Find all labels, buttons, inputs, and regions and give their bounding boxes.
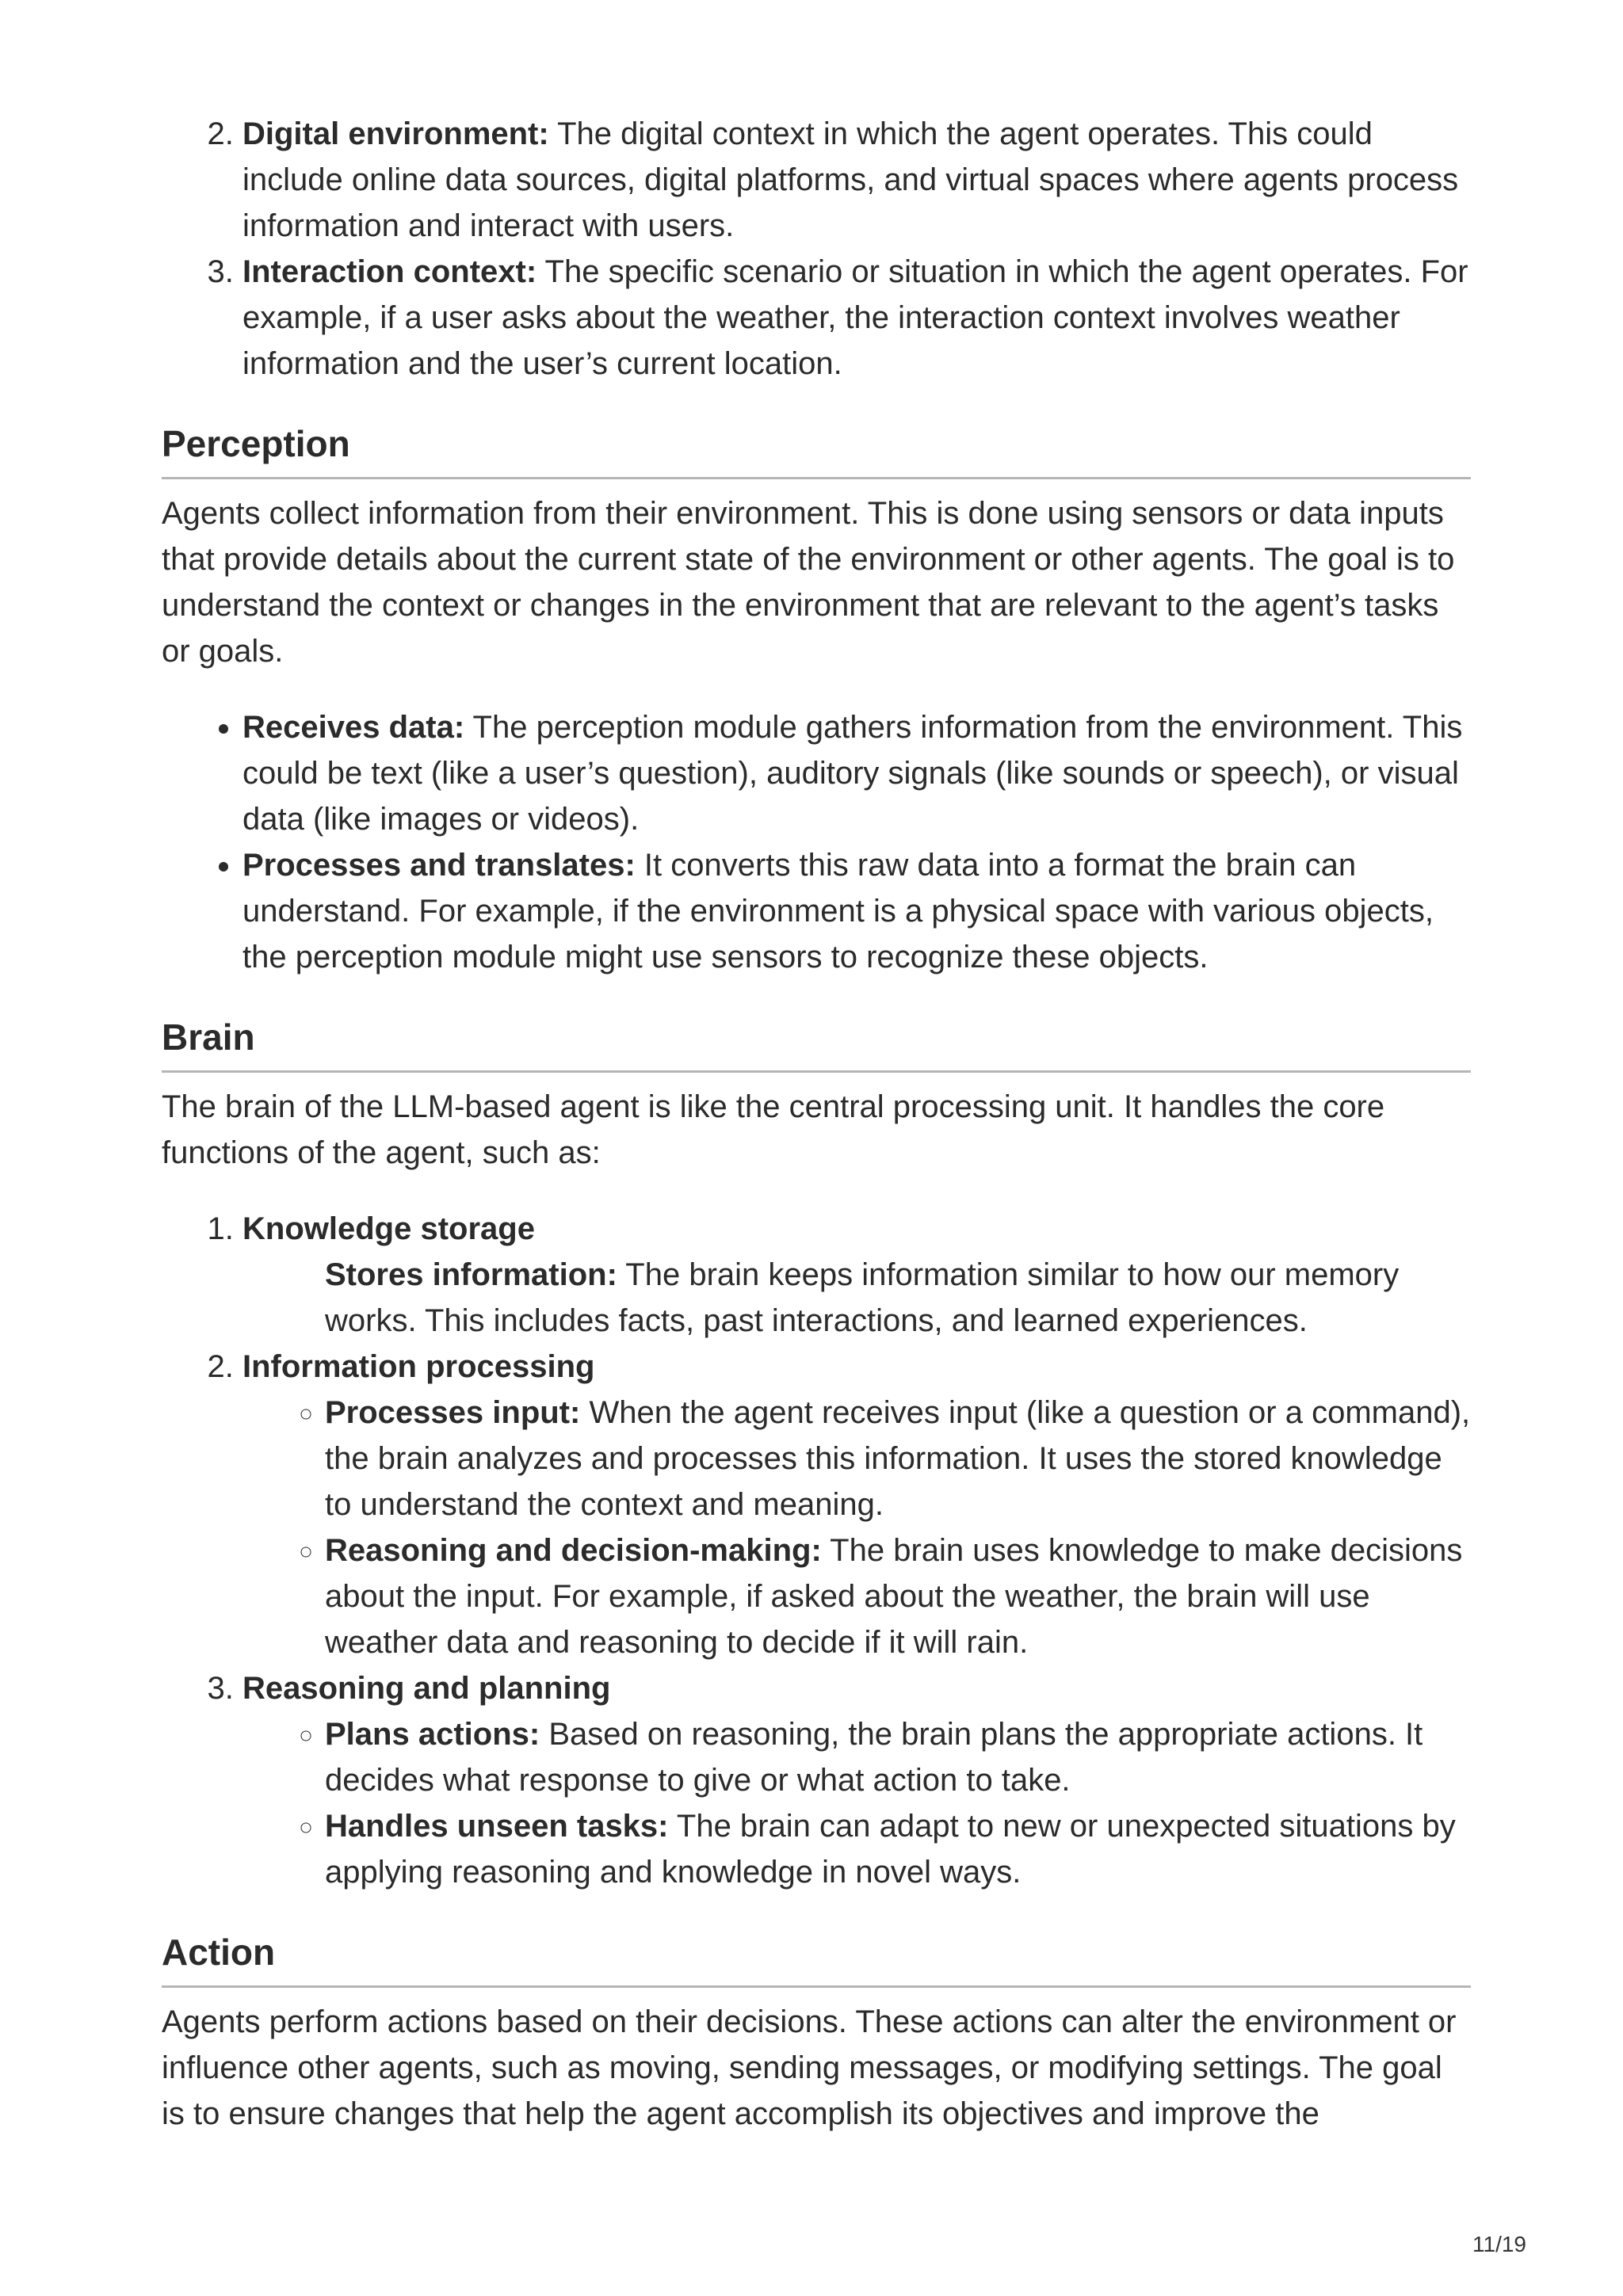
section-paragraph: Agents collect information from their environment. This is done using sensors or data inputs that provide details about the current state of the environment or other agents. The goal is to understand the context or changes in the environment that are relevant to the agent’s tasks or goals. [162, 496, 1455, 669]
item-text: The perception module gathers information from the environment. This could be text (like a user’s question), auditory signals (like sounds or speech), or visual data (like images or videos). [242, 710, 1463, 837]
section-paragraph: Agents perform actions based on their decisions. These actions can alter the environment or influence other agents, such as moving, sending messages, or modifying settings. The goal is to ensure changes that help the agent accomplish its objectives and improve the [162, 2004, 1457, 2131]
item-term: Reasoning and decision-making: [325, 1533, 822, 1568]
list-item [242, 1665, 1471, 1895]
list-item [242, 1344, 1471, 1665]
section-heading: Brain [162, 1015, 1471, 1073]
item-text: The specific scenario or situation in which the agent operates. For example, if a user asks about the weather, the interaction context involves weather information and the user’s current location. [242, 254, 1468, 381]
list-item [242, 249, 1471, 387]
item-title: Knowledge storage [242, 1211, 535, 1246]
list-item [242, 842, 1471, 980]
item-term: Digital environment: [242, 116, 549, 151]
item-text: Based on reasoning, the brain plans the appropriate actions. It decides what response to give or what action to take. [325, 1717, 1423, 1798]
sub-item [325, 1527, 1471, 1665]
environment-list [162, 111, 1471, 387]
item-term: Receives data: [242, 710, 465, 745]
item-term: Processes and translates: [242, 848, 636, 883]
sub-item [325, 1390, 1471, 1527]
action-section [162, 1930, 1471, 2137]
sub-list [242, 1711, 1471, 1895]
document-page [162, 111, 1471, 2137]
sub-item [325, 1711, 1471, 1803]
list-item [242, 111, 1471, 249]
item-text: When the agent receives input (like a question or a command), the brain analyzes and processes this information. It uses the stored knowledge to understand the context and meaning. [325, 1395, 1471, 1522]
item-text: The brain keeps information similar to how our memory works. This includes facts, past interactions, and learned experiences. [325, 1257, 1400, 1338]
section-heading: Perception [162, 421, 1471, 479]
item-term: Stores information: [325, 1257, 617, 1292]
item-title: Reasoning and planning [242, 1671, 611, 1706]
brain-section [162, 1015, 1471, 1895]
item-text: The brain uses knowledge to make decisions about the input. For example, if asked about the weather, the brain will use weather data and reasoning to decide if it will rain. [325, 1533, 1463, 1660]
item-title: Information processing [242, 1349, 595, 1384]
section-paragraph: The brain of the LLM-based agent is like the central processing unit. It handles the core functions of the agent, such as: [162, 1089, 1385, 1170]
sub-list [242, 1390, 1471, 1665]
sub-item [242, 1252, 1471, 1344]
item-text: It converts this raw data into a format the brain can understand. For example, if the environment is a physical space with various objects, the perception module might use sensors to recognize these objects. [242, 848, 1434, 974]
item-term: Processes input: [325, 1395, 581, 1430]
item-term: Handles unseen tasks: [325, 1809, 669, 1844]
bullet-list [162, 704, 1471, 980]
item-term: Interaction context: [242, 254, 537, 289]
item-text: The brain can adapt to new or unexpected situations by applying reasoning and knowledge in novel ways. [325, 1809, 1456, 1890]
section-heading: Action [162, 1930, 1471, 1988]
perception-section [162, 421, 1471, 980]
item-text: The digital context in which the agent operates. This could include online data sources, digital platforms, and virtual spaces where agents process information and interact with users. [242, 116, 1459, 243]
sub-item [325, 1803, 1471, 1895]
numbered-list [162, 1206, 1471, 1895]
list-item [242, 1206, 1471, 1344]
list-item [242, 704, 1471, 842]
page-number: 11/19 [1472, 2232, 1526, 2256]
item-term: Plans actions: [325, 1717, 540, 1752]
